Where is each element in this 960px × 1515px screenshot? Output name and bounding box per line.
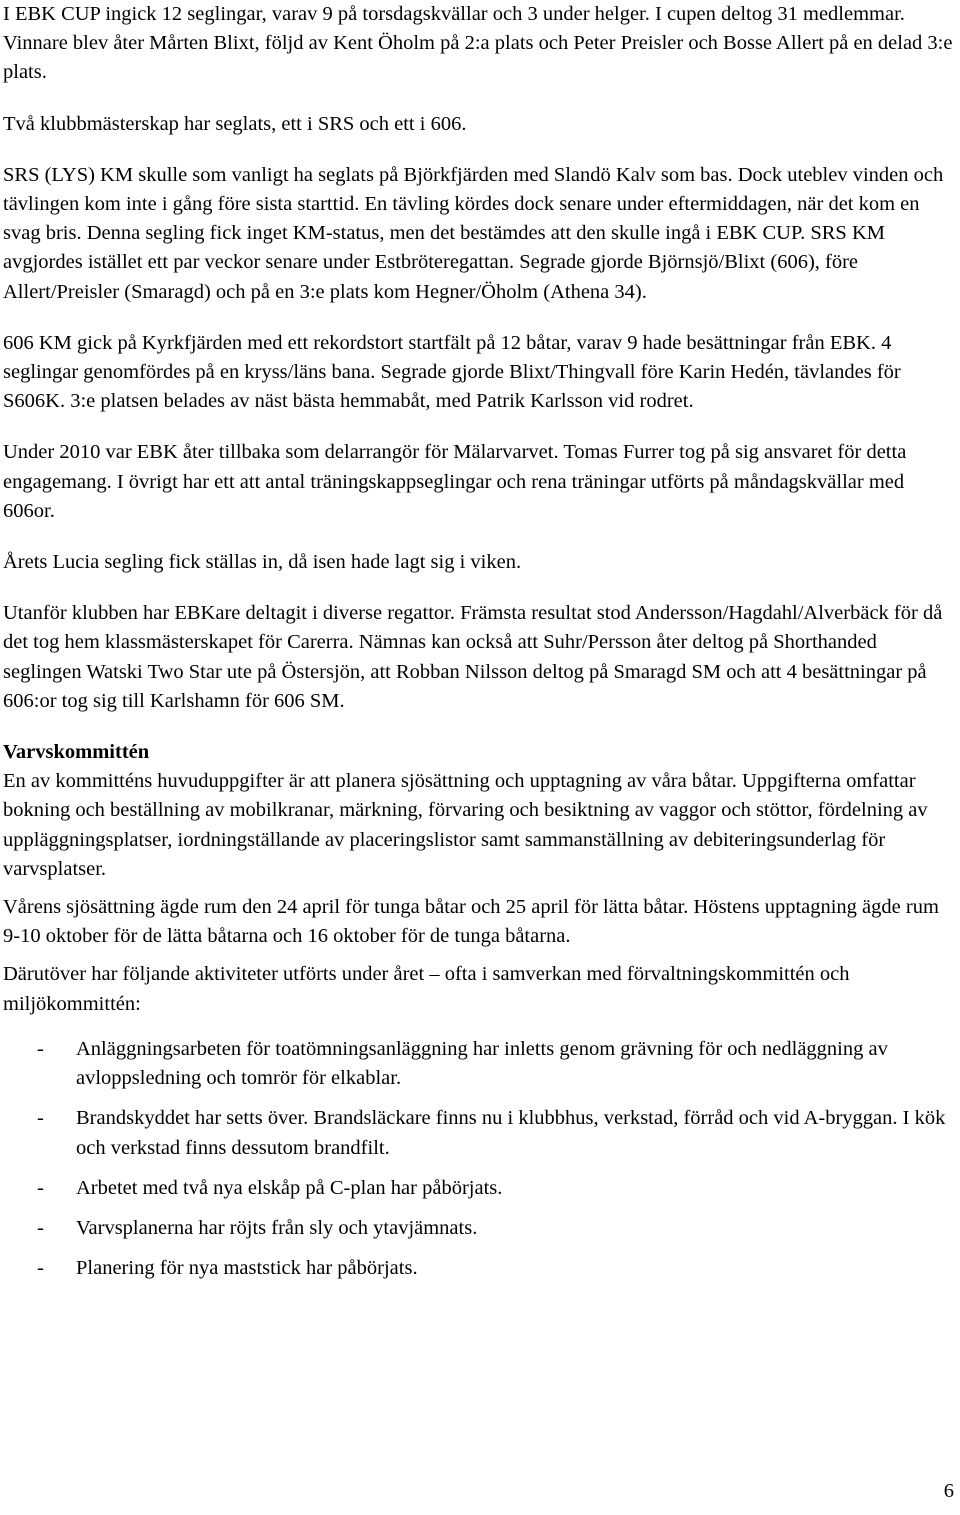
- paragraph-srs-km: SRS (LYS) KM skulle som vanligt ha seglats på Björkfjärden med Slandö Kalv som bas. Dock uteblev vinden och tävlingen kom inte i gång före sista starttid. En tävling kördes dock senare under eftermiddagen, när det kom en svag bris. Denna segling fick inget KM-status, men det bestämdes att den skulle ingå i EBK CUP. SRS KM avgjordes istället ett par veckor senare under Estbröteregattan. Segrade gjorde Björnsjö/Blixt (606), före Allert/Preisler (Smaragd) och på en 3:e plats kom Hegner/Öholm (Athena 34).: [3, 163, 944, 303]
- activities-list: [3, 1035, 955, 1283]
- bullet-dash: -: [37, 1257, 44, 1280]
- paragraph-varv-dates: Vårens sjösättning ägde rum den 24 april för tunga båtar och 25 april för lätta båtar. Höstens upptagning ägde rum 9-10 oktober för de lätta båtarna och 16 oktober för de tunga båtarna.: [3, 896, 939, 948]
- paragraph-malarvarvet: Under 2010 var EBK åter tillbaka som delarrangör för Mälarvarvet. Tomas Furrer tog på sig ansvaret för detta engagemang. I övrigt har ett att antal träningskappseglingar och rena träningar utförts på måndagskvällar med 606or.: [3, 441, 907, 522]
- bullet-dash: -: [37, 1037, 44, 1060]
- bullet-dash: -: [37, 1216, 44, 1239]
- bullet-dash: -: [37, 1176, 44, 1199]
- list-item-text: Varvsplanerna har röjts från sly och ytavjämnats.: [76, 1216, 478, 1239]
- list-item: [3, 1035, 955, 1093]
- section-heading-varvskommitten: Varvskommittén: [3, 741, 150, 764]
- list-item-text: Brandskyddet har setts över. Brandsläckare finns nu i klubbhus, verkstad, förråd och vid A-bryggan. I kök och verkstad finns dessutom brandfilt.: [76, 1107, 946, 1159]
- paragraph-km-intro: Två klubbmästerskap har seglats, ett i SRS och ett i 606.: [3, 112, 467, 135]
- list-item: [3, 1214, 955, 1243]
- paragraph-cup: I EBK CUP ingick 12 seglingar, varav 9 på torsdagskvällar och 3 under helger. I cupen deltog 31 medlemmar. Vinnare blev åter Mårten Blixt, följd av Kent Öholm på 2:a plats och Peter Preisler och Bosse Allert på en delad 3:e plats.: [3, 3, 953, 84]
- paragraph-activities-intro: Därutöver har följande aktiviteter utförts under året – ofta i samverkan med förvaltningskommittén och miljökommittén:: [3, 963, 850, 1015]
- paragraph-lucia: Årets Lucia segling fick ställas in, då isen hade lagt sig i viken.: [3, 551, 522, 574]
- paragraph-varv-intro: En av kommitténs huvuduppgifter är att planera sjösättning och upptagning av våra båtar. Uppgifterna omfattar bokning och beställning av mobilkranar, märkning, förvaring och besiktning av vaggor och stöttor, fördelning av uppläggningsplatser, iordningställande av placeringslistor samt sammanställning av debiteringsunderlag för varvsplatser.: [3, 770, 928, 880]
- list-item-text: Planering för nya maststick har påbörjats.: [76, 1257, 418, 1280]
- bullet-dash: -: [37, 1107, 44, 1130]
- list-item-text: Arbetet med två nya elskåp på C-plan har påbörjats.: [76, 1176, 503, 1199]
- list-item: [3, 1254, 955, 1283]
- list-item: [3, 1104, 955, 1162]
- page-number: 6: [943, 1480, 954, 1502]
- document-page: [3, 0, 955, 1283]
- list-item-text: Anläggningsarbeten för toatömningsanläggning har inletts genom grävning för och nedläggning av avloppsledning och tomrör för elkablar.: [76, 1037, 888, 1090]
- list-item: [3, 1174, 955, 1203]
- paragraph-regattor: Utanför klubben har EBKare deltagit i diverse regattor. Främsta resultat stod Andersson/Hagdahl/Alverbäck för då det tog hem klassmästerskapet för Carerra. Nämnas kan också att Suhr/Persson åter deltog på Shorthanded seglingen Watski Two Star ute på Östersjön, att Robban Nilsson deltog på Smaragd SM och att 4 besättningar på 606:or tog sig till Karlshamn för 606 SM.: [3, 602, 943, 712]
- paragraph-606-km: 606 KM gick på Kyrkfjärden med ett rekordstort startfält på 12 båtar, varav 9 hade besättningar från EBK. 4 seglingar genomfördes på en kryss/läns bana. Segrade gjorde Blixt/Thingvall före Karin Hedén, tävlandes för S606K. 3:e platsen belades av näst bästa hemmabåt, med Patrik Karlsson vid rodret.: [3, 331, 901, 413]
